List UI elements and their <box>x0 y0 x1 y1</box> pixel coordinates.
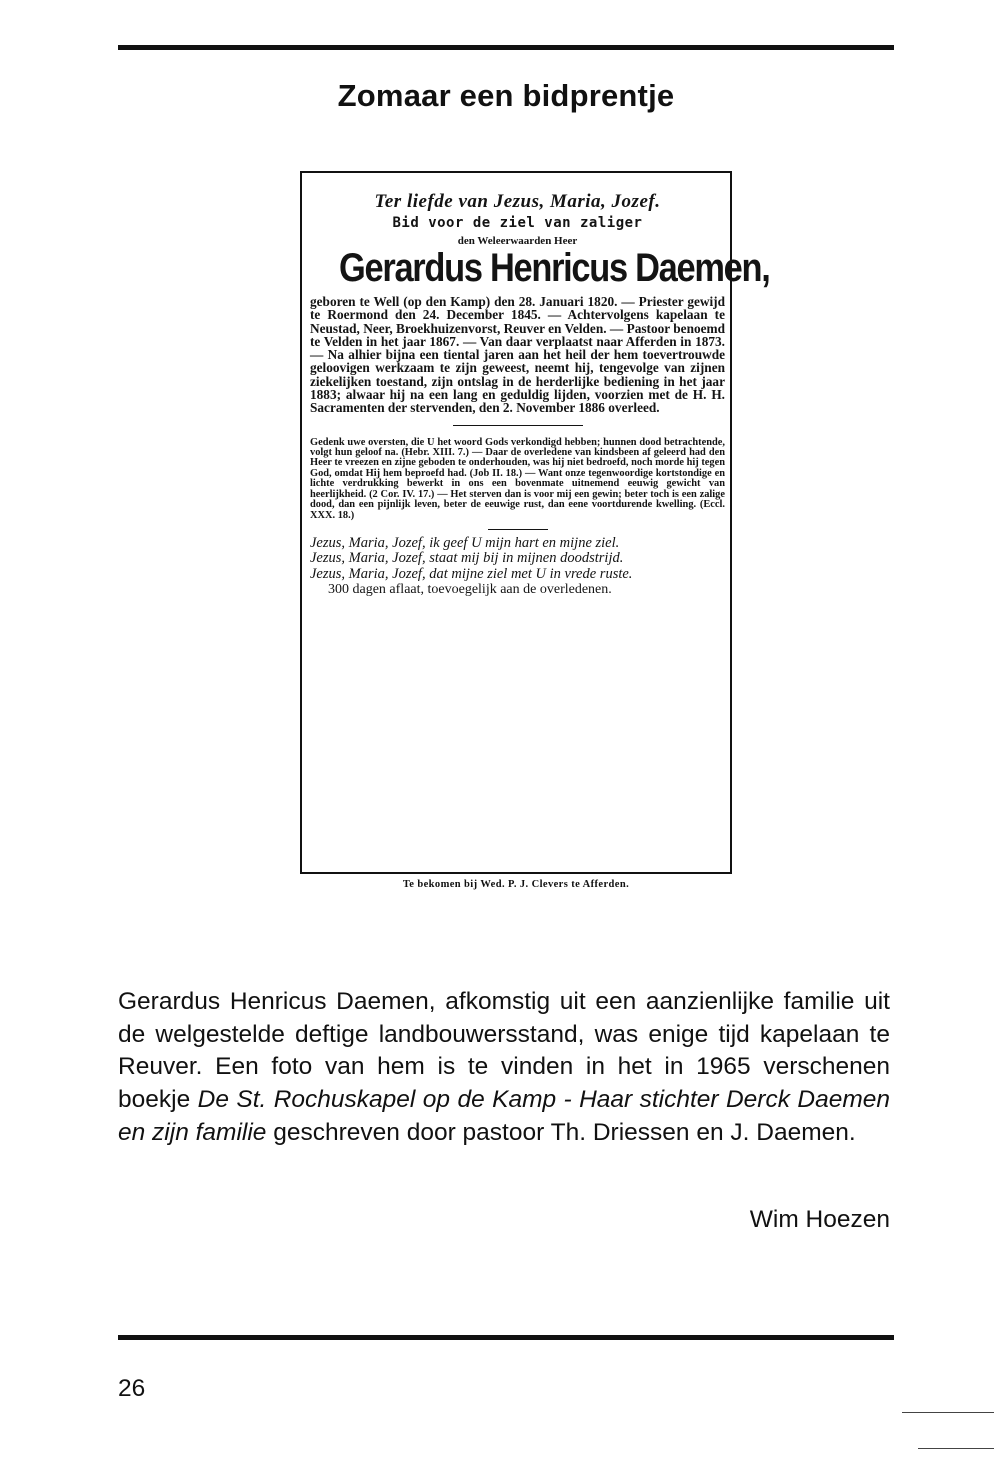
card-subheader: Bid voor de ziel van zaliger <box>392 215 643 231</box>
bottom-rule <box>118 1335 894 1340</box>
card-honorific: den Weleerwaarden Heer <box>457 235 578 247</box>
author-name: Wim Hoezen <box>749 1206 890 1233</box>
page-number: 26 <box>118 1375 146 1402</box>
card-prayer: Jezus, Maria, Jozef, staat mij bij in mijnen doodstrijd. <box>310 550 624 567</box>
card-scripture-quote: Gedenk uwe oversten, die U het woord Gods verkondigd hebben; hunnen dood betrachtende, volgt hun geloof na. (Hebr. XIII. 7.) — Daar de overledene van kindsbeen af geleerd had den Heer te vreezen en zijne geboden te onderhouden, was hij niet bedroefd, noch morde hij tegen God, omdat Hij hem beproefd had. (Job II. 18.) — Want onze tegenwoordige kortstondige en lichte verdrukking bewerkt in ons een bovenmate uitnemend eeuwig gewicht van heerlijkheid. (2 Cor. IV. 17.) — Het sterven dan is voor mij een gewin; beter toch is een zalige dood, dan een pijnlijk leven, beter de eeuwige rust, dan eene voortdurende kwelling. (Eccl. XXX. 18.) <box>310 436 725 521</box>
card-biography: geboren te Well (op den Kamp) den 28. Januari 1820. — Priester gewijd te Roermond den 24. December 1845. — Achtervolgens kapelaan te Neustad, Neer, Broekhuizenvorst, Reuver en Velden. — Pastoor benoemd te Velden in het jaar 1867. — Van daar verplaatst naar Afferden in 1873. — Na alhier bijna een tiental jaren aan het heil der hem toevertrouwde geloovigen werkzaam te zijn geweest, neemt hij, tengevolge van zijnen ziekelijken toestand, zijn ontslag in de herderlijke bediening in het jaar 1883; alwaar hij na een lang en geduldig lijden, voorzien met de H. H. Sacramenten der stervenden, den 2. November 1886 overleed. <box>310 294 725 416</box>
body-paragraph <box>118 986 890 1150</box>
card-deceased-name: Gerardus Henricus Daemen, <box>339 246 770 290</box>
card-footer: Te bekomen bij Wed. P. J. Clevers te Afferden. <box>402 879 630 890</box>
top-rule <box>118 45 894 50</box>
card-header: Ter liefde van Jezus, Maria, Jozef. <box>374 191 661 212</box>
body-text: geschreven door pastoor Th. Driessen en J. Daemen. <box>266 1118 856 1146</box>
card-prayer: Jezus, Maria, Jozef, dat mijne ziel met U in vrede ruste. <box>310 565 633 582</box>
memorial-card <box>300 171 770 874</box>
page-title: Zomaar een bidprentje <box>337 78 675 113</box>
book-title: De St. Rochuskapel op de Kamp - Haar stichter Derck Daemen en zijn familie <box>118 1086 890 1146</box>
card-divider <box>488 529 548 530</box>
card-prayer: Jezus, Maria, Jozef, ik geef U mijn hart en mijne ziel. <box>310 534 620 551</box>
corner-rule <box>918 1448 994 1449</box>
card-indulgence: 300 dagen aflaat, toevoegelijk aan de overledenen. <box>328 582 612 598</box>
card-divider <box>453 425 583 426</box>
corner-rule <box>902 1412 994 1413</box>
body-text: Gerardus Henricus Daemen, afkomstig uit een aanzienlijke familie uit de welgestelde deftige landbouwersstand, was enige tijd kapelaan te Reuver. Een foto van hem is te vinden in het in 1965 verschenen boekje <box>118 988 890 1114</box>
